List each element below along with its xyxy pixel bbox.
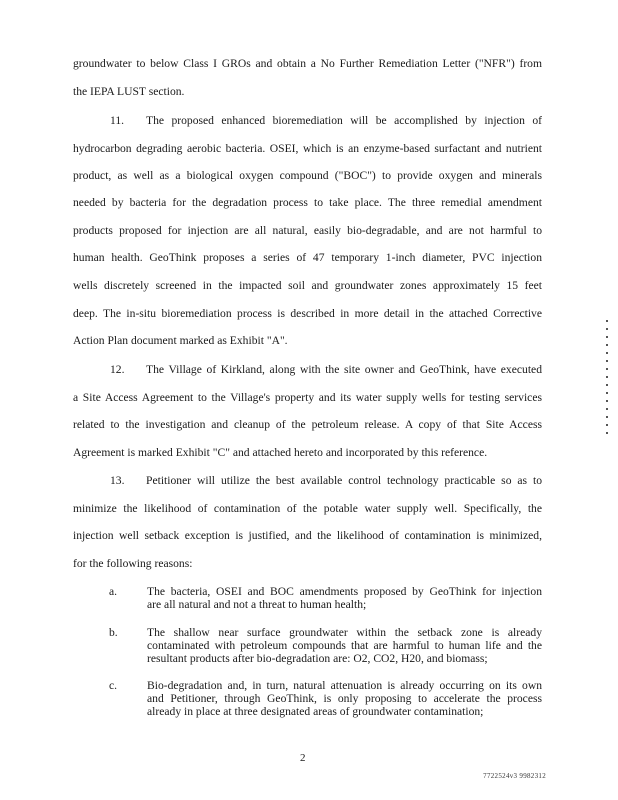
body-line: related to the investigation and cleanup of the petroleum release. A copy of that Site Access <box>73 418 542 431</box>
list-item-line: The shallow near surface groundwater within the setback zone is already <box>147 626 542 639</box>
body-line: The proposed enhanced bioremediation will be accomplished by injection of <box>146 114 542 127</box>
list-item-line: The bacteria, OSEI and BOC amendments proposed by GeoThink for injection <box>147 585 542 598</box>
list-letter: a. <box>109 585 118 598</box>
document-id: 7722524v3 9982312 <box>483 772 546 780</box>
body-line: Agreement is marked Exhibit "C" and attached hereto and incorporated by this reference. <box>73 446 488 459</box>
body-line: product, as well as a biological oxygen compound ("BOC") to provide oxygen and minerals <box>73 169 542 182</box>
paragraph-number: 12. <box>110 363 125 376</box>
body-line: groundwater to below Class I GROs and obtain a No Further Remediation Letter ("NFR") from <box>73 57 542 70</box>
body-line: a Site Access Agreement to the Village's property and its water supply wells for testing services <box>73 391 542 404</box>
list-item-line: already in place at three designated areas of groundwater contamination; <box>147 705 484 718</box>
body-line: deep. The in-situ bioremediation process is described in more detail in the attached Corrective <box>73 307 542 320</box>
list-item-line: and Petitioner, through GeoThink, is only proposing to accelerate the process <box>147 692 542 705</box>
list-item-line: are all natural and not a threat to human health; <box>147 598 367 611</box>
body-line: The Village of Kirkland, along with the site owner and GeoThink, have executed <box>146 363 542 376</box>
body-line: Action Plan document marked as Exhibit "A". <box>73 334 288 347</box>
body-line: hydrocarbon degrading aerobic bacteria. OSEI, which is an enzyme-based surfactant and nutrient <box>73 142 542 155</box>
body-line: minimize the likelihood of contamination of the potable water supply well. Specifically, the <box>73 502 542 515</box>
page-number: 2 <box>300 752 306 764</box>
paragraph-number: 13. <box>110 474 125 487</box>
scan-margin-marks <box>606 320 608 440</box>
list-letter: b. <box>109 626 118 639</box>
list-item-line: resultant products after bio-degradation are: O2, CO2, H20, and biomass; <box>147 652 488 665</box>
list-letter: c. <box>109 679 118 692</box>
body-line: human health. GeoThink proposes a series of 47 temporary 1-inch diameter, PVC injection <box>73 251 542 264</box>
body-line: injection well setback exception is justified, and the likelihood of contamination is minimized, <box>73 529 542 542</box>
list-item-line: Bio-degradation and, in turn, natural attenuation is already occurring on its own <box>147 679 542 692</box>
list-item-line: contaminated with petroleum compounds that are harmful to human life and the <box>147 639 542 652</box>
body-line: for the following reasons: <box>73 557 193 570</box>
body-line: wells discretely screened in the impacted soil and groundwater zones approximately 15 feet <box>73 279 542 292</box>
body-line: products proposed for injection are all natural, easily bio-degradable, and are not harmful to <box>73 224 542 237</box>
body-line: Petitioner will utilize the best available control technology practicable so as to <box>146 474 542 487</box>
body-line: the IEPA LUST section. <box>73 85 185 98</box>
body-line: needed by bacteria for the degradation process to take place. The three remedial amendment <box>73 196 542 209</box>
paragraph-number: 11. <box>110 114 125 127</box>
